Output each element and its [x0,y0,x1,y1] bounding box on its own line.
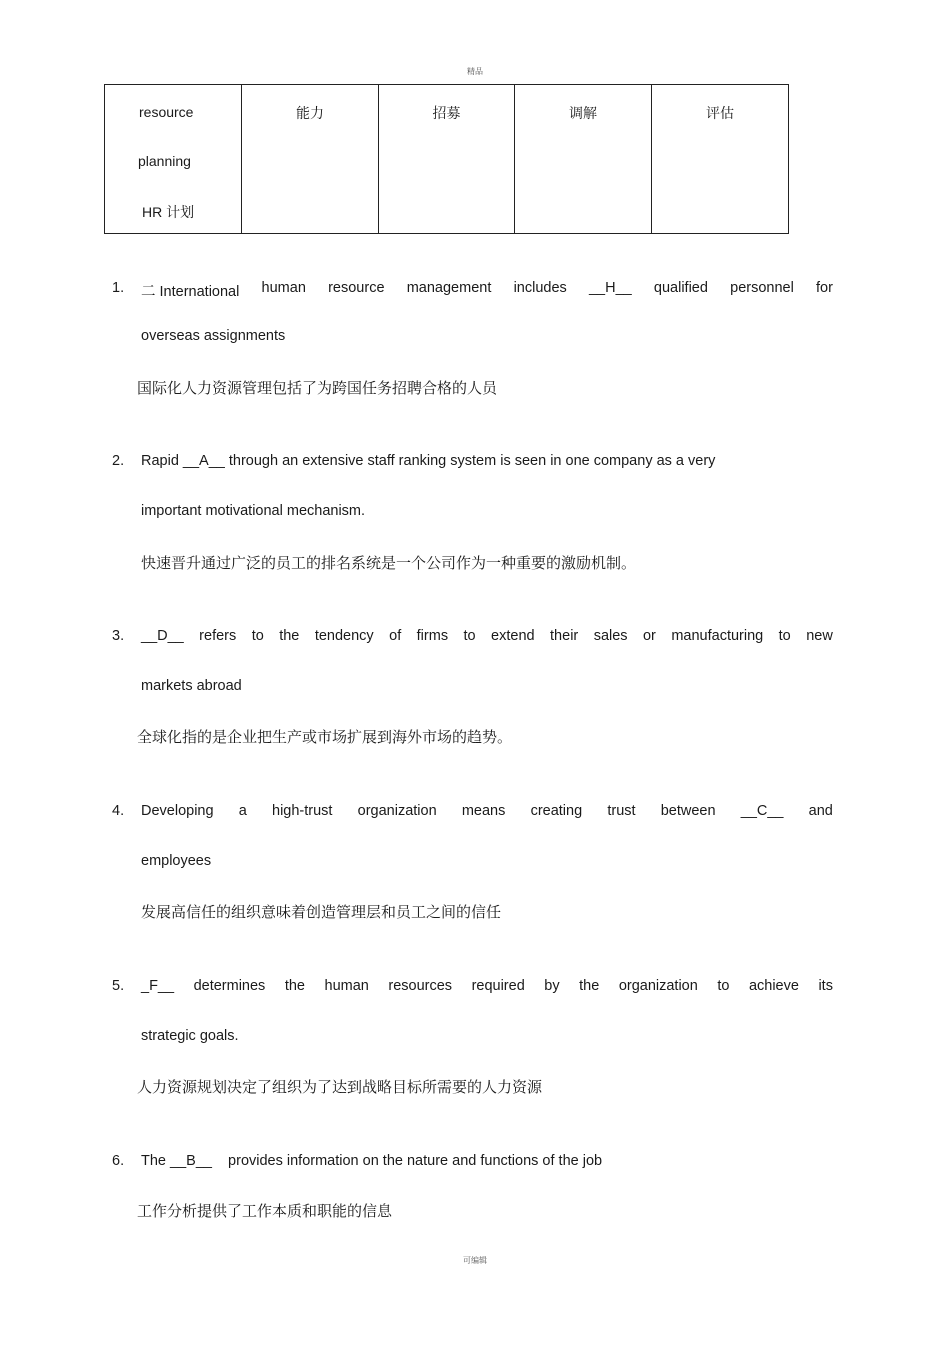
first-cell-line-2: planning [138,153,191,169]
q3-word: tendency [314,628,374,644]
q3-word: manufacturing [671,628,764,644]
question-4-line-2: employees [141,853,212,869]
question-3-line-1 [141,628,833,644]
question-1-line-1 [141,280,833,301]
question-2-line-2: important motivational mechanism. [141,503,366,519]
q4-word: Developing [141,803,214,819]
table-cell-ability [242,85,379,234]
question-3-line-2: markets abroad [141,678,242,694]
table-header-2: 招募 [432,105,461,121]
question-4-translation: 发展高信任的组织意味着创造管理层和员工之间的信任 [141,903,502,921]
q3-word: new [806,628,833,644]
question-2-number: 2. [112,453,125,469]
q1-word: qualified [653,280,708,296]
question-3-number: 3. [112,628,125,644]
q1-word: resource [328,280,385,296]
q3-word: the [279,628,300,644]
q3-word: extend [491,628,535,644]
q1-answer-blank: __H__ [588,280,632,296]
q4-word: creating [530,803,583,819]
q5-word: its [818,978,833,994]
q5-word: by [544,978,560,994]
footer-watermark: 可编辑 [463,1256,487,1265]
q1-word: includes [513,280,567,296]
question-6-number: 6. [112,1153,125,1169]
q5-word: organization [618,978,698,994]
q5-answer-blank: _F__ [141,978,175,994]
question-1-line-2: overseas assignments [141,328,286,344]
q1-word: personnel [730,280,794,296]
q5-word: the [284,978,305,994]
q5-word: achieve [748,978,799,994]
table-header-1: 能力 [296,105,324,121]
q3-word: of [389,628,402,644]
table-cell-evaluate [652,85,789,234]
question-5-line-2: strategic goals. [141,1028,239,1044]
q3-word: to [778,628,791,644]
table-cell-recruit [379,85,515,234]
table-first-cell [105,85,242,234]
q3-word: to [251,628,264,644]
q3-word: firms [416,628,449,644]
q5-word: human [324,978,369,994]
q4-word: between [660,803,716,819]
q5-word: determines [193,978,266,994]
q4-word: trust [607,803,636,819]
first-cell-line-3: HR 计划 [142,204,195,220]
table-cell-mediate [515,85,652,234]
q4-word: a [238,803,247,819]
first-cell-line-1: resource [139,104,194,120]
q3-word: refers [199,628,237,644]
q3-word: sales [593,628,628,644]
q4-answer-blank: __C__ [740,803,784,819]
question-5-translation: 人力资源规划决定了组织为了达到战略目标所需要的人力资源 [137,1078,543,1096]
question-6-translation: 工作分析提供了工作本质和职能的信息 [137,1202,393,1220]
q5-word: the [579,978,600,994]
question-2-translation: 快速晋升通过广泛的员工的排名系统是一个公司作为一种重要的激励机制。 [141,554,637,572]
question-3-translation: 全球化指的是企业把生产或市场扩展到海外市场的趋势。 [137,728,513,746]
question-4-line-1 [141,803,833,819]
q3-word: to [463,628,476,644]
q4-word: means [461,803,506,819]
question-1-translation: 国际化人力资源管理包括了为跨国任务招聘合格的人员 [137,379,498,397]
question-5-line-1 [141,978,833,994]
q1-word: management [406,280,492,296]
q4-word: high-trust [272,803,333,819]
q1-word: human [261,280,306,296]
q3-word: or [642,628,656,644]
table-header-3: 调解 [569,105,597,121]
question-1-number: 1. [112,280,125,296]
table-header-4: 评估 [706,105,734,121]
q5-word: resources [388,978,453,994]
q3-answer-blank: __D__ [141,628,184,644]
question-6-line-1: The __B__ provides information on the nature and functions of the job [141,1153,603,1169]
question-5-number: 5. [112,978,125,994]
header-watermark: 精品 [467,67,483,76]
q1-word: 二 International [141,284,240,300]
q5-word: required [471,978,525,994]
question-4-number: 4. [112,803,125,819]
q1-word: for [816,280,833,296]
question-2-line-1: Rapid __A__ through an extensive staff ranking system is seen in one company as a very [141,453,716,469]
q4-word: and [808,803,833,819]
q4-word: organization [357,803,437,819]
q5-word: to [717,978,730,994]
q3-word: their [550,628,579,644]
terms-table [104,84,789,234]
